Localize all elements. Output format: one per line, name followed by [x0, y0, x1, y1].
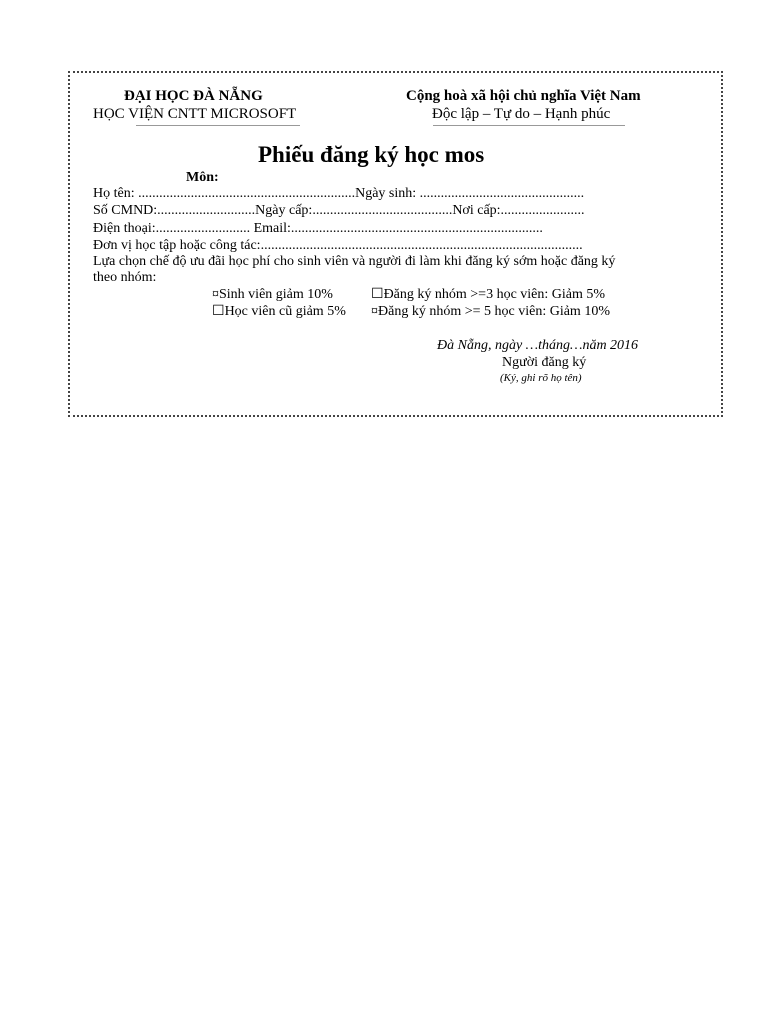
discount-intro-line-2: theo nhóm:: [93, 270, 157, 285]
option-group-3: [371, 286, 605, 303]
motto-underline: [433, 125, 625, 126]
signature-note: (Ký, ghi rõ họ tên): [500, 372, 582, 384]
subject-label: Môn:: [186, 170, 219, 185]
checkbox-icon: ☐: [212, 304, 225, 319]
option-label: Đăng ký nhóm >=3 học viên: Giảm 5%: [383, 287, 606, 302]
phone-email-line: Điện thoại:........................... Email:........................................................................: [93, 221, 543, 236]
university-name: ĐẠI HỌC ĐÀ NẴNG: [124, 88, 263, 104]
option-label: Đăng ký nhóm >= 5 học viên: Giảm 10%: [378, 304, 610, 319]
institute-name: HỌC VIỆN CNTT MICROSOFT: [93, 106, 297, 122]
option-returning-student: [212, 303, 346, 320]
checkbox-icon: ☐: [371, 287, 384, 302]
option-student-discount: [212, 286, 333, 303]
name-birthdate-line: Họ tên: ..............................................................Ngày sinh: ...............................................: [93, 186, 585, 201]
id-card-line: Số CMND:............................Ngày cấp:........................................Nơi cấp:........................: [93, 203, 585, 218]
option-mark: ¤: [212, 287, 219, 302]
discount-intro-line: Lựa chọn chế độ ưu đãi học phí cho sinh viên và người đi làm khi đăng ký sớm hoặc đăng ký: [93, 254, 616, 269]
work-unit-line: Đơn vị học tập hoặc công tác:............................................................................................: [93, 238, 583, 253]
option-mark: ¤: [371, 304, 378, 319]
option-label: Sinh viên giảm 10%: [219, 287, 333, 302]
national-motto: Độc lập – Tự do – Hạnh phúc: [432, 106, 611, 122]
institute-underline: [136, 125, 300, 126]
signature-date: Đà Nẵng, ngày …tháng…năm 2016: [437, 338, 639, 353]
option-group-5: [371, 303, 610, 320]
option-label: Học viên cũ giảm 5%: [224, 304, 346, 319]
form-title: Phiếu đăng ký học mos: [258, 142, 485, 167]
national-title: Cộng hoà xã hội chủ nghĩa Việt Nam: [406, 88, 641, 104]
signature-label: Người đăng ký: [502, 355, 587, 370]
